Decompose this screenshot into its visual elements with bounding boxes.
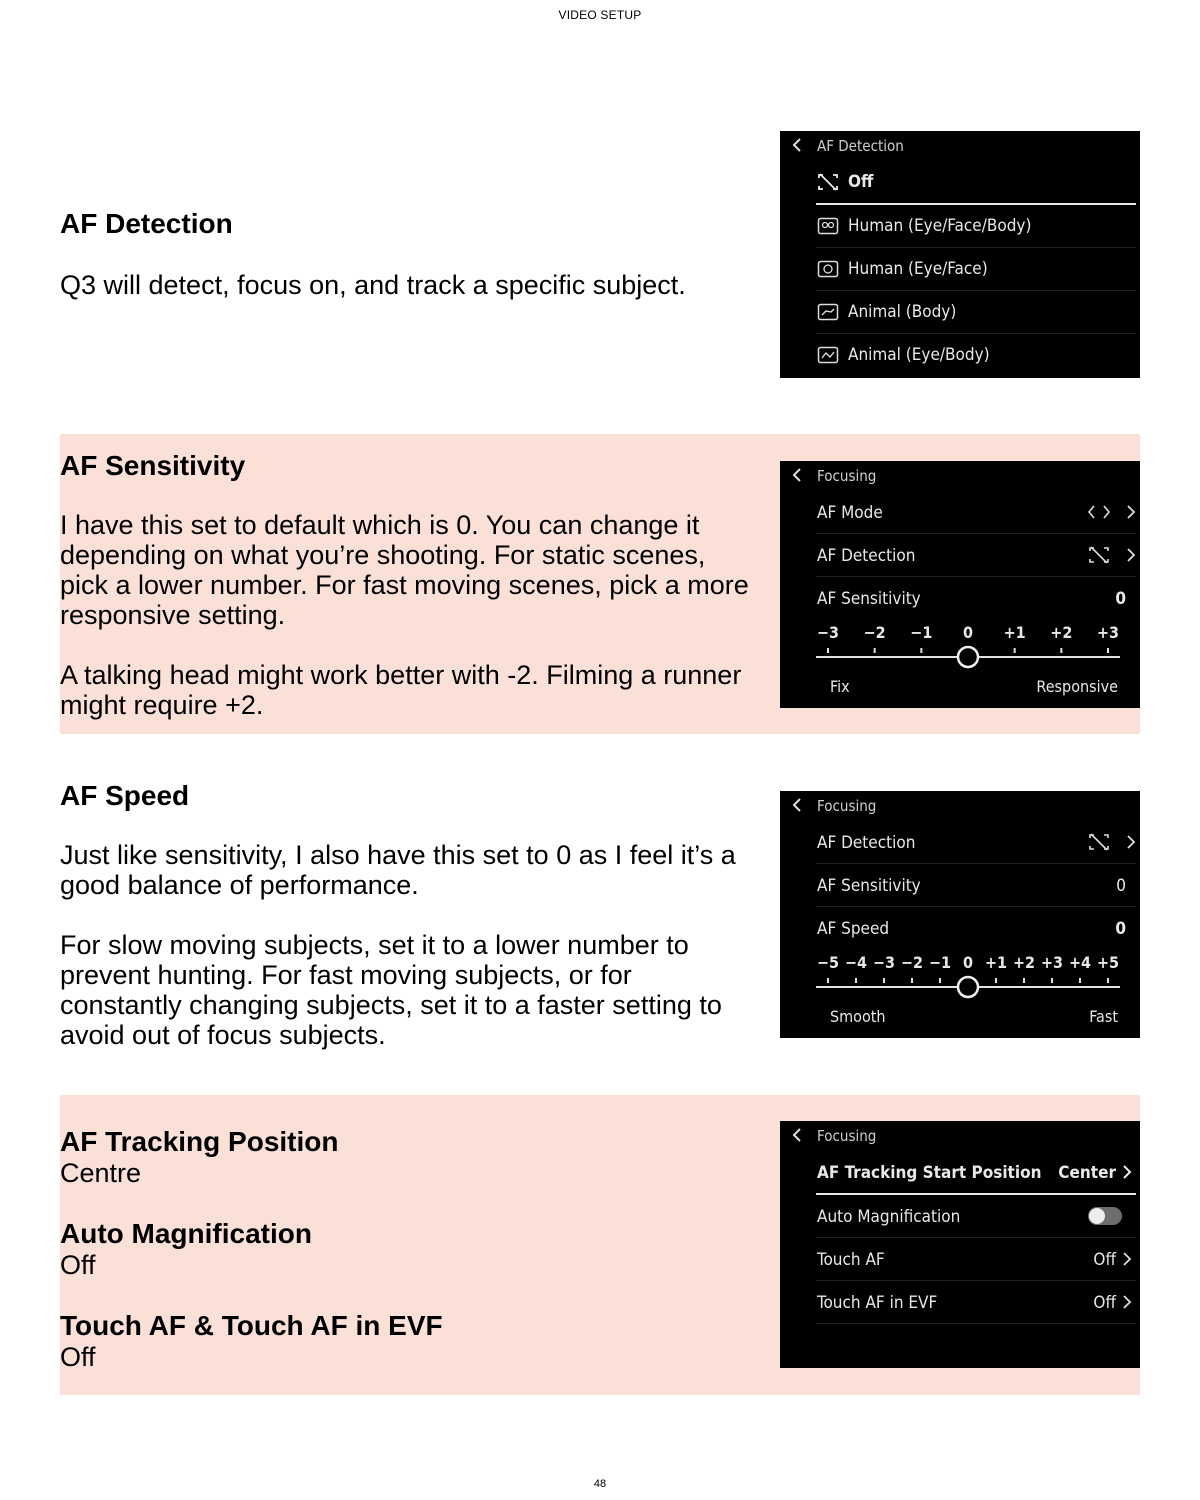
screen-header (780, 461, 1140, 491)
chevron-right-icon (1122, 1252, 1132, 1266)
scale-tick-label: 0 (962, 623, 974, 642)
speed-slider[interactable] (816, 949, 1120, 1029)
menu-row-af-speed[interactable]: AF Speed 0 (817, 919, 1126, 939)
back-chevron-icon[interactable] (790, 137, 804, 153)
animal-body-icon (817, 303, 839, 321)
slider-high-label: Fast (1089, 1007, 1118, 1026)
screen-header (780, 791, 1140, 821)
chevron-right-icon (1126, 548, 1136, 562)
detection-off-icon (1088, 833, 1110, 851)
menu-row-af-sensitivity[interactable]: AF Sensitivity 0 (817, 589, 1126, 609)
scale-tick-label: +5 (1096, 953, 1120, 972)
scale-tick-label: +1 (1003, 623, 1026, 642)
detection-paragraph: Q3 will detect, focus on, and track a specific subject. (60, 270, 686, 300)
back-chevron-icon[interactable] (790, 1127, 804, 1143)
tracking-position-value: Centre (60, 1158, 142, 1188)
af-mode-icon (1088, 504, 1110, 520)
animal-eye-icon (817, 346, 839, 364)
sensitivity-paragraph-1: I have this set to default which is 0. You can change it depending on what you’re shooting. For static scenes, pick a lower number. For fast moving scenes, pick a more responsive setting. (60, 510, 749, 630)
menu-row-touch-af-evf[interactable]: Touch AF in EVF Off (816, 1281, 1136, 1324)
speed-heading: AF Speed (60, 780, 190, 811)
auto-magnification-heading: Auto Magnification (60, 1218, 312, 1249)
slider-track[interactable] (816, 973, 1120, 1003)
back-chevron-icon[interactable] (790, 467, 804, 483)
detection-option-animal-eye[interactable]: Animal (Eye/Body) (816, 334, 1136, 376)
scale-tick-label: +3 (1040, 953, 1064, 972)
scale-tick-label: 0 (962, 953, 974, 972)
slider-low-label: Fix (830, 677, 850, 696)
scale-tick-label: −2 (863, 623, 886, 642)
scale-tick-label: −5 (816, 953, 840, 972)
detection-option-human-body[interactable]: Human (Eye/Face/Body) (816, 205, 1136, 248)
slider-low-label: Smooth (830, 1007, 886, 1026)
tracking-position-heading: AF Tracking Position (60, 1126, 339, 1157)
tracking-section (60, 1126, 760, 1372)
sensitivity-paragraph-2: A talking head might work better with -2. Filming a runner might require +2. (60, 660, 742, 720)
detection-option-off[interactable]: Off (816, 161, 1136, 205)
scale-tick-label: −3 (872, 953, 896, 972)
sensitivity-section (60, 450, 760, 720)
detection-option-animal-body[interactable]: Animal (Body) (816, 291, 1136, 334)
detection-option-human-face[interactable]: Human (Eye/Face) (816, 248, 1136, 291)
scale-tick-label: −3 (816, 623, 840, 642)
scale-tick-label: +2 (1012, 953, 1036, 972)
slider-high-label: Responsive (1036, 677, 1118, 696)
menu-row-af-mode[interactable]: AF Mode (816, 491, 1136, 534)
page-number: 48 (593, 1478, 607, 1490)
screen-header (780, 1121, 1140, 1151)
scale-tick-label: −4 (844, 953, 868, 972)
chevron-right-icon (1122, 1165, 1132, 1179)
scale-tick-label: −1 (910, 623, 933, 642)
detection-heading: AF Detection (60, 208, 233, 239)
auto-magnification-toggle[interactable] (1088, 1207, 1122, 1225)
human-face-icon (817, 260, 839, 278)
touch-af-value: Off (60, 1342, 96, 1372)
speed-screen (780, 791, 1140, 1038)
screen-title: AF Detection (817, 137, 904, 155)
slider-track[interactable] (816, 643, 1120, 673)
screen-title: Focusing (817, 467, 877, 485)
screen-header (780, 131, 1140, 161)
tracking-screen (780, 1121, 1140, 1368)
scale-tick-label: +4 (1068, 953, 1092, 972)
menu-row-auto-magnification[interactable]: Auto Magnification (816, 1195, 1136, 1238)
human-body-icon (817, 217, 839, 235)
speed-section (60, 780, 760, 1050)
slider-knob[interactable] (958, 647, 978, 667)
screen-title: Focusing (817, 797, 877, 815)
menu-row-af-detection[interactable]: AF Detection (816, 821, 1136, 864)
slider-knob[interactable] (958, 977, 978, 997)
scale-tick-label: −1 (928, 953, 952, 972)
back-chevron-icon[interactable] (790, 797, 804, 813)
menu-row-af-detection[interactable]: AF Detection (816, 534, 1136, 577)
sensitivity-screen (780, 461, 1140, 708)
speed-paragraph-1: Just like sensitivity, I also have this set to 0 as I feel it’s a good balance of performance. (60, 840, 736, 900)
page-header-title: VIDEO SETUP (558, 8, 642, 22)
auto-magnification-value: Off (60, 1250, 96, 1280)
chevron-right-icon (1126, 835, 1136, 849)
chevron-right-icon (1122, 1295, 1132, 1309)
scale-tick-label: −2 (900, 953, 924, 972)
sensitivity-heading: AF Sensitivity (60, 450, 246, 481)
chevron-right-icon (1126, 505, 1136, 519)
touch-af-heading: Touch AF & Touch AF in EVF (60, 1310, 443, 1341)
menu-row-af-tracking-start-position[interactable]: AF Tracking Start Position Center (816, 1151, 1136, 1195)
detection-off-icon (1088, 546, 1110, 564)
menu-row-af-sensitivity[interactable]: AF Sensitivity 0 (816, 864, 1136, 907)
detection-off-icon (817, 173, 839, 191)
scale-tick-label: +3 (1096, 623, 1120, 642)
detection-section (60, 208, 760, 300)
sensitivity-slider[interactable] (816, 619, 1120, 699)
menu-row-touch-af[interactable]: Touch AF Off (816, 1238, 1136, 1281)
scale-tick-label: +2 (1050, 623, 1073, 642)
screen-title: Focusing (817, 1127, 877, 1145)
scale-tick-label: +1 (984, 953, 1008, 972)
speed-paragraph-2: For slow moving subjects, set it to a lower number to prevent hunting. For fast moving subjects, or for constantly changing subjects, set it to a faster setting to avoid out of focus subjects. (60, 930, 722, 1050)
detection-screen (780, 131, 1140, 378)
toggle-knob (1089, 1208, 1105, 1224)
